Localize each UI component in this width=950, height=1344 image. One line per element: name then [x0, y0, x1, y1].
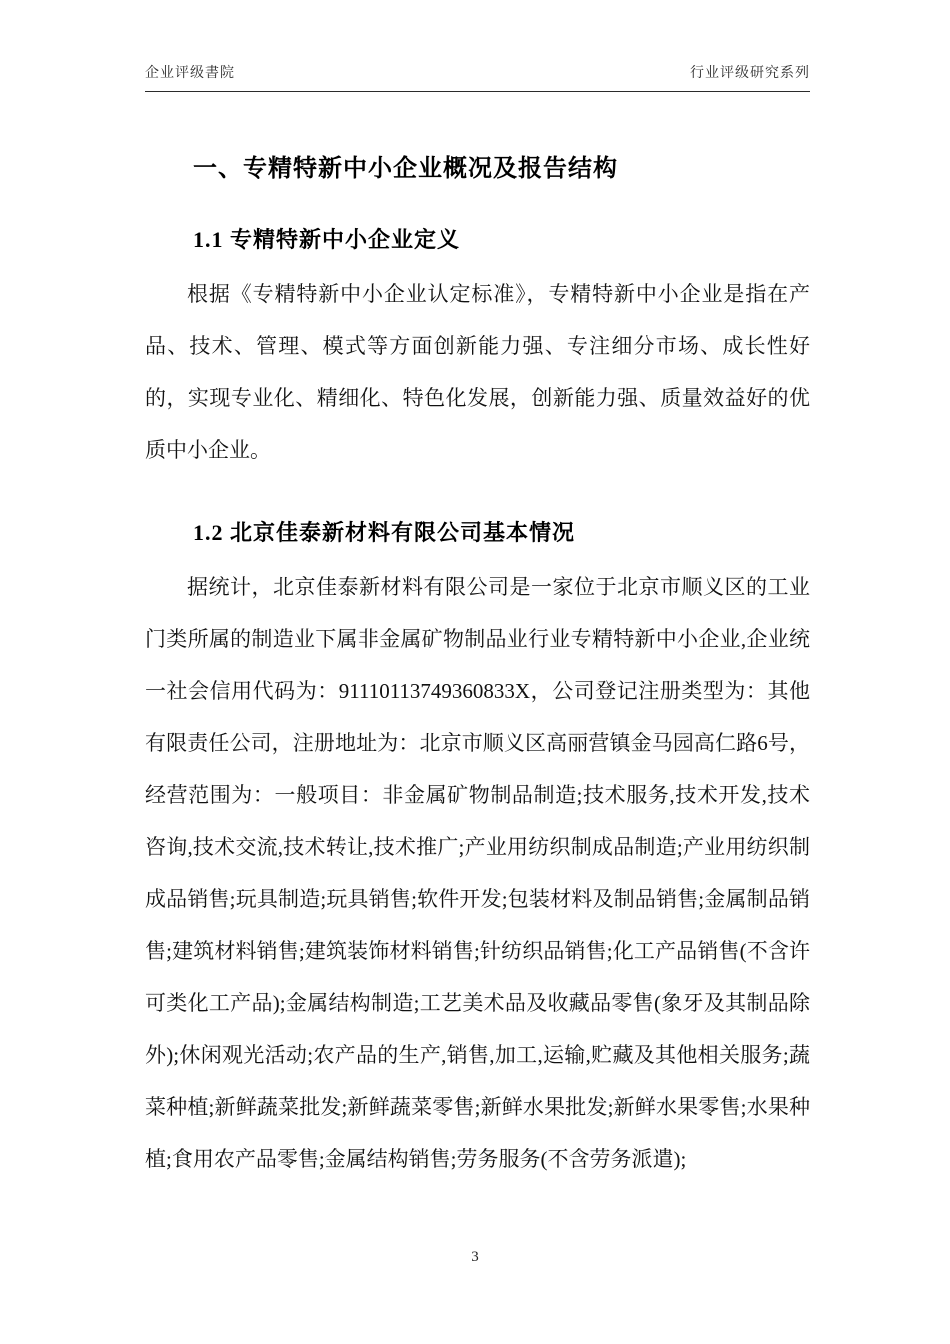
page-number: 3: [471, 1249, 479, 1265]
page-footer: [0, 1249, 950, 1266]
header-right-text: 行业评级研究系列: [690, 66, 810, 81]
subsection-heading-1-1: 1.1 专精特新中小企业定义: [193, 227, 461, 252]
subsection-heading-1-2: 1.2 北京佳泰新材料有限公司基本情况: [193, 520, 576, 545]
document-body: [145, 118, 810, 1185]
header-left-text: 企业评级書院: [145, 66, 235, 81]
page-header: [145, 62, 810, 92]
paragraph-definition: 根据《专精特新中小企业认定标准》，专精特新中小企业是指在产品、技术、管理、模式等方面创新能力强、专注细分市场、成长性好的，实现专业化、精细化、特色化发展，创新能力强、质量效益好的优质中小企业。: [145, 282, 810, 462]
section-heading: 一、专精特新中小企业概况及报告结构: [193, 156, 618, 182]
paragraph-company-info: 据统计，北京佳泰新材料有限公司是一家位于北京市顺义区的工业门类所属的制造业下属非金属矿物制品业行业专精特新中小企业,企业统一社会信用代码为：91110113749360833X，公司登记注册类型为：其他有限责任公司，注册地址为：北京市顺义区高丽营镇金马园高仁路6号，经营范围为：一般项目：非金属矿物制品制造;技术服务,技术开发,技术咨询,技术交流,技术转让,技术推广;产业用纺织制成品制造;产业用纺织制成品销售;玩具制造;玩具销售;软件开发;包装材料及制品销售;金属制品销售;建筑材料销售;建筑装饰材料销售;针纺织品销售;化工产品销售(不含许可类化工产品);金属结构制造;工艺美术品及收藏品零售(象牙及其制品除外);休闲观光活动;农产品的生产,销售,加工,运输,贮藏及其他相关服务;蔬菜种植;新鲜蔬菜批发;新鲜蔬菜零售;新鲜水果批发;新鲜水果零售;水果种植;食用农产品零售;金属结构销售;劳务服务(不含劳务派遣);: [145, 575, 810, 1171]
